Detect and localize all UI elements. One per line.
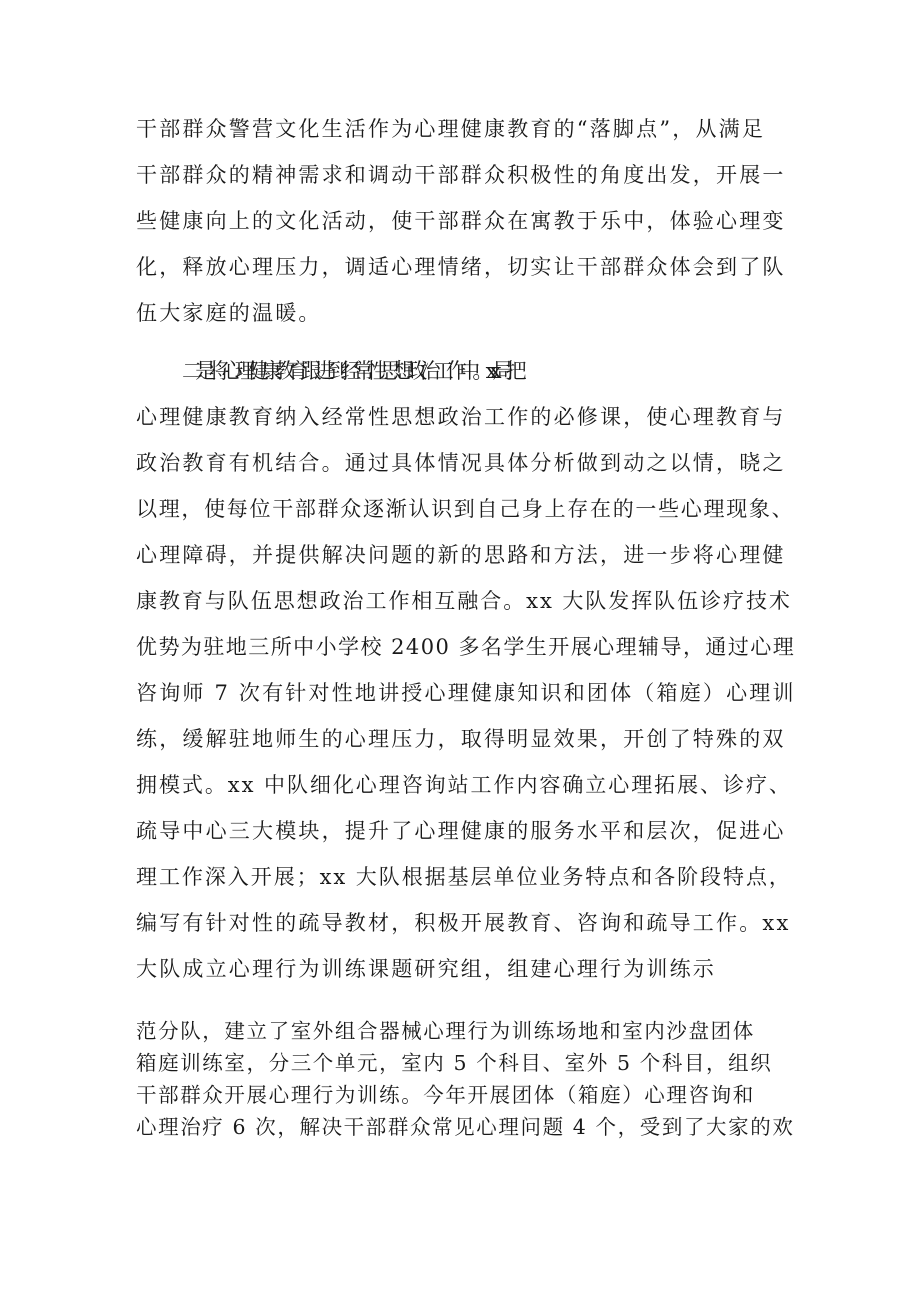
text-line: 理工作深入开展；xx 大队根据基层单位业务特点和各阶段特点， — [136, 865, 792, 889]
text-line: 以理，使每位干部群众逐渐认识到自己身上存在的一些心理现象、 — [136, 497, 795, 521]
text-line: 大队成立心理行为训练课题研究组，组建心理行为训练示 — [136, 957, 716, 981]
text-line: 练，缓解驻地师生的心理压力，取得明显效果，开创了特殊的双 — [136, 727, 786, 751]
text-line: 拥模式。xx 中队细化心理咨询站工作内容确立心理拓展、诊疗、 — [136, 773, 792, 797]
text-line: 箱庭训练室，分三个单元，室内 5 个科目、室外 5 个科目，组织 — [136, 1051, 773, 1075]
text-line: 化，释放心理压力，调适心理情绪，切实让干部群众体会到了队 — [136, 255, 786, 279]
text-line: 优势为驻地三所中小学校 2400 多名学生开展心理辅导，通过心理 — [136, 635, 796, 659]
text-line: 疏导中心三大模块，提升了心理健康的服务水平和层次，促进心 — [136, 819, 786, 843]
text-line: 范分队，建立了室外组合器械心理行为训练场地和室内沙盘团体 — [136, 1019, 755, 1043]
text-line: 干部群众开展心理行为训练。今年开展团体（箱庭）心理咨询和 — [136, 1083, 755, 1107]
text-line: 干部群众警营文化生活作为心理健康教育的“落脚点”，从满足 — [136, 117, 766, 141]
text-line: 些健康向上的文化活动，使干部群众在寓教于乐中，体验心理变 — [136, 209, 786, 233]
text-line: 心理障碍，并提供解决问题的新的思路和方法，进一步将心理健 — [136, 543, 786, 567]
text-line: 咨询师 7 次有针对性地讲授心理健康知识和团体（箱庭）心理训 — [136, 681, 796, 705]
text-line: 心理治疗 6 次，解决干部群众常见心理问题 4 个，受到了大家的欢 — [136, 1115, 795, 1139]
text-line: 政治教育有机结合。通过具体情况具体分析做到动之以情，晓之 — [136, 451, 786, 475]
text-line: 心理健康教育纳入经常性思想政治工作的必修课，使心理教育与 — [136, 405, 786, 429]
text-line: 干部群众的精神需求和调动干部群众积极性的角度出发，开展一 — [136, 163, 786, 187]
text-line: 康教育与队伍思想政治工作相互融合。xx 大队发挥队伍诊疗技术 — [136, 589, 792, 613]
text-line: 伍大家庭的温暖。 — [136, 301, 322, 325]
text-line: 二是将心理健康教育跟进到经常性思想政治工作中。xx 局把 — [182, 359, 519, 383]
text-line: 编写有针对性的疏导教材，积极开展教育、咨询和疏导工作。xx — [136, 911, 791, 935]
